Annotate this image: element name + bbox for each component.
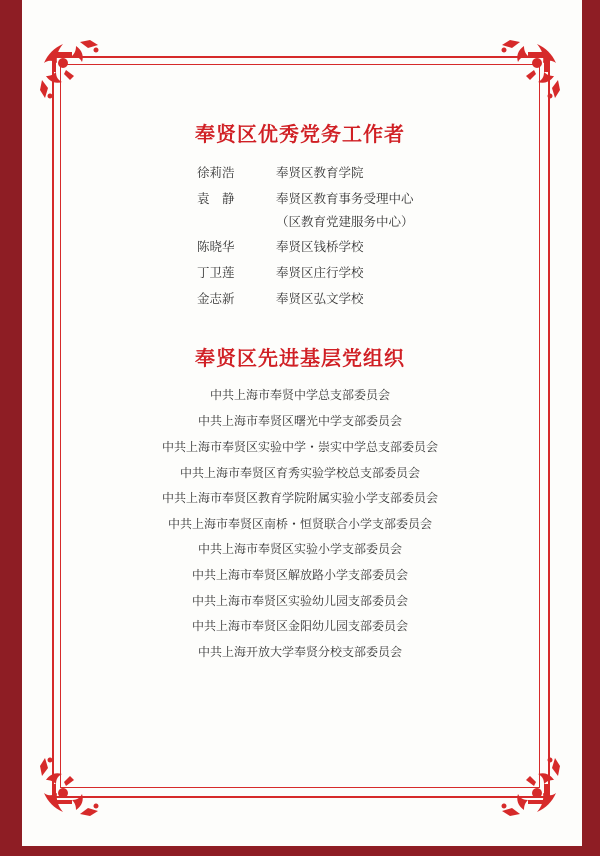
section-title-party-organizations: 奉贤区先进基层党组织	[195, 346, 405, 370]
organization-item: 中共上海市奉贤中学总支部委员会	[209, 388, 390, 402]
organization-item: 中共上海市奉贤区实验中学・崇实中学总支部委员会	[161, 440, 438, 454]
organization-item: 中共上海市奉贤区实验小学支部委员会	[197, 542, 402, 556]
honoree-organization: 奉贤区教育学院	[276, 165, 364, 180]
organization-item: 中共上海市奉贤区育秀实验学校总支部委员会	[179, 466, 420, 480]
honoree-organization: 奉贤区教育事务受理中心	[276, 191, 414, 206]
corner-ornament-icon	[36, 746, 110, 820]
honoree-name: 徐莉浩	[197, 165, 235, 180]
honoree-name: 袁 静	[197, 191, 235, 206]
honoree-organization-note: （区教育党建服务中心）	[276, 214, 414, 229]
organization-item: 中共上海开放大学奉贤分校支部委员会	[197, 645, 402, 659]
honoree-row	[0, 237, 600, 263]
corner-ornament-icon	[36, 36, 110, 110]
honoree-name: 丁卫莲	[197, 265, 235, 280]
honoree-name: 陈晓华	[197, 239, 235, 254]
honoree-name: 金志新	[197, 291, 235, 306]
honoree-organization: 奉贤区弘文学校	[276, 291, 364, 306]
organization-item: 中共上海市奉贤区曙光中学支部委员会	[197, 414, 402, 428]
maroon-border-bottom	[0, 846, 600, 856]
section-title-party-workers: 奉贤区优秀党务工作者	[195, 122, 405, 146]
honoree-row	[0, 263, 600, 289]
organization-item: 中共上海市奉贤区教育学院附属实验小学支部委员会	[161, 491, 438, 505]
honoree-organization: 奉贤区庄行学校	[276, 265, 364, 280]
organization-item: 中共上海市奉贤区解放路小学支部委员会	[191, 568, 408, 582]
organization-item: 中共上海市奉贤区实验幼儿园支部委员会	[191, 594, 408, 608]
honoree-row	[0, 163, 600, 189]
corner-ornament-icon	[490, 36, 564, 110]
corner-ornament-icon	[490, 746, 564, 820]
honoree-row	[0, 212, 600, 238]
organization-item: 中共上海市奉贤区金阳幼儿园支部委员会	[191, 619, 408, 633]
honoree-row	[0, 289, 600, 315]
organization-item: 中共上海市奉贤区南桥・恒贤联合小学支部委员会	[167, 517, 432, 531]
honoree-organization: 奉贤区钱桥学校	[276, 239, 364, 254]
